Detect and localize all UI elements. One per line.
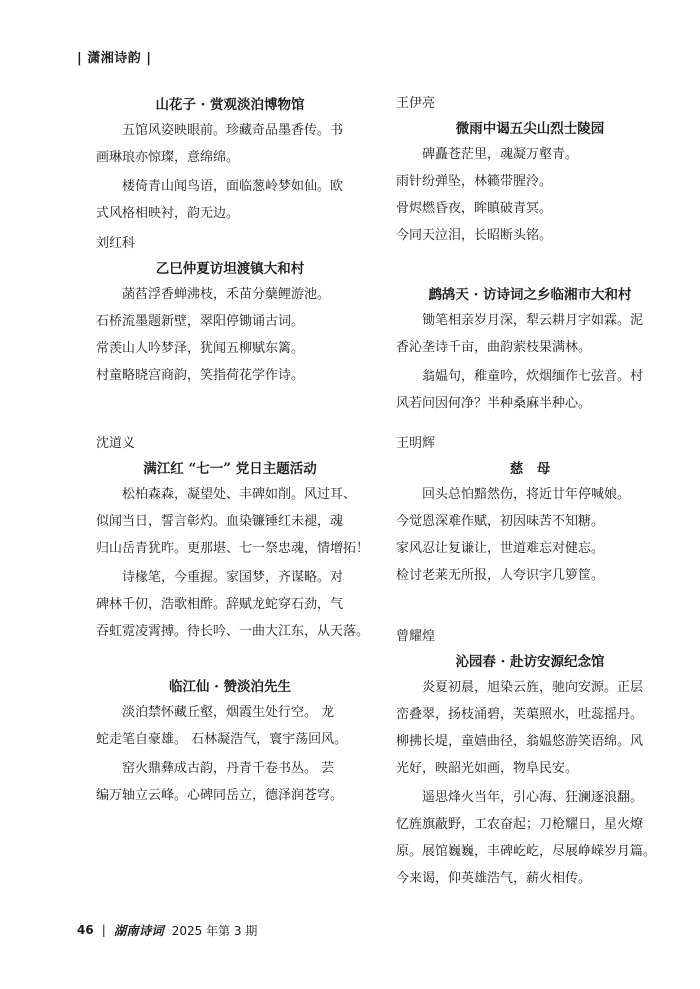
poem-line: 柳拂长堤，童嬉曲径，翁媪悠游笑语绵。风 (396, 734, 644, 749)
poem-title: 鹧鸪天 · 访诗词之乡临湘市大和村 (428, 287, 632, 303)
poem-stanza (396, 363, 664, 417)
poem-line: 翁媪句，稚童吟，炊烟缅作七弦音。村 (422, 369, 644, 384)
footer-separator: | (101, 923, 106, 937)
poem-line: 光好，映韶光如画，物阜民安。 (396, 761, 579, 776)
poem-block (396, 433, 664, 589)
poem-stanza (396, 141, 664, 249)
poem-stanza (96, 564, 370, 645)
poem-block (396, 626, 664, 892)
poem-line: 画琳琅亦惊璨，意绵绵。 (96, 150, 240, 165)
poem-title: 临江仙 · 赞淡泊先生 (168, 679, 292, 695)
poem-line: 常羡山人吟梦泽，犹闻五柳赋东篱。 (96, 341, 305, 356)
poem-line: 五馆风姿映眼前。珍藏奇品墨香传。书 (122, 123, 344, 138)
poem-line: 回头总怕黯然伤，将近廿年停喊娘。 (422, 487, 631, 502)
poem-line: 香沁垄诗千亩，曲韵萦枝果满林。 (396, 340, 592, 355)
poem-line: 碑林千仞，浩歌相酢。辞赋龙蛇穿石劲，气 (96, 597, 344, 612)
magazine-name: 湖南诗词 (113, 923, 164, 938)
poem-stanza (96, 173, 364, 227)
poem-line: 石桥流墨题新壁，翠阳停锄诵古词。 (96, 314, 305, 329)
poem-line: 吞虹霓凌霄搏。待长吟、一曲大江东，从天落。 (96, 624, 370, 639)
poem-title: 满江红 “七一” 党日主题活动 (143, 461, 317, 477)
poem-title: 微雨中谒五尖山烈士陵园 (455, 121, 605, 137)
poem-line: 炎夏初晨，旭染云旌，驰向安源。正层 (422, 680, 644, 695)
poem-line: 锄笔相亲岁月深，犁云耕月字如霖。泥 (422, 313, 644, 328)
poem-line: 诗椽笔，今重握。家国梦，齐谋略。对 (122, 570, 344, 585)
poem-block (396, 283, 664, 417)
poem-line: 今来谒，仰英雄浩气，薪火相传。 (396, 871, 592, 886)
poem-title: 沁园春 · 赴访安源纪念馆 (455, 654, 605, 670)
poem-line: 忆旌旗蔽野，工农奋起；刀枪耀日，星火燎 (396, 817, 644, 832)
poem-block (96, 233, 364, 389)
poem-line: 雨针纷弹坠，林籁带腥泠。 (396, 174, 553, 189)
page-number: 46 (77, 923, 94, 937)
poem-stanza (396, 674, 664, 782)
poem-author: 王明辉 (396, 436, 436, 451)
poem-block (396, 93, 664, 249)
poem-line: 归山岳青犹昨。更那堪、七一祭忠魂，情增拓！ (96, 541, 370, 556)
issue-label: 2025 年第 3 期 (171, 923, 258, 938)
poem-author: 曾耀煌 (396, 629, 436, 644)
page-footer (77, 921, 257, 939)
poem-line: 今同天泣泪，长昭断头铭。 (396, 228, 553, 243)
poem-stanza (96, 699, 364, 753)
poem-block (96, 93, 364, 227)
poem-stanza (396, 784, 664, 892)
poem-stanza (396, 307, 664, 361)
poem-line: 风若问因何净？半种桑麻半种心。 (396, 396, 592, 411)
section-header: | 潇湘诗韵 | (77, 51, 152, 66)
poem-line: 楼倚青山闻鸟语，面临葱岭梦如仙。欧 (122, 179, 344, 194)
poem-line: 淡泊禁怀藏丘壑，烟霞生处行空。 龙 (122, 705, 335, 720)
poem-block (96, 433, 370, 645)
poem-stanza (396, 481, 664, 589)
poem-line: 今觉恩深难作赋，初因味苦不知糖。 (396, 514, 605, 529)
poem-line: 似闻当日，誓言彰灼。血染镰锤红未褪，魂 (96, 514, 344, 529)
poem-block (96, 675, 364, 809)
poem-line: 式风格相映衬，韵无边。 (96, 206, 240, 221)
poem-stanza (96, 117, 364, 171)
poem-line: 碑矗苍茫里，魂凝万壑青。 (422, 147, 579, 162)
poem-title: 乙巳仲夏访坦渡镇大和村 (155, 261, 305, 277)
poem-line: 村童略晓宫商韵，笑指荷花学作诗。 (96, 368, 305, 383)
poem-stanza (96, 281, 364, 389)
poem-author: 沈道义 (96, 436, 136, 451)
poem-title: 山花子 · 赏观淡泊博物馆 (155, 97, 305, 113)
poem-line: 遥思烽火当年，引心海、狂澜逐浪翻。 (422, 790, 644, 805)
poem-line: 检讨老莱无所报，人夸识字几箩筐。 (396, 568, 605, 583)
poem-line: 原。展馆巍巍，丰碑屹屹，尽展峥嵘岁月篇。 (396, 844, 657, 859)
poem-line: 骨烬燃昏夜，眸瞋破青冥。 (396, 201, 553, 216)
poem-line: 蛇走笔自豪雄。 石林凝浩气，寰宇荡回风。 (96, 732, 348, 747)
poem-line: 窑火鼎彝成古韵，丹青千卷书丛。 芸 (122, 761, 335, 776)
poem-line: 松柏森森，凝望处、丰碑如削。风过耳、 (122, 487, 357, 502)
poem-author: 王伊亮 (396, 96, 436, 111)
poem-stanza (96, 755, 364, 809)
poem-line: 编万轴立云峰。心碑同岳立，德泽润苍穹。 (96, 788, 344, 803)
poem-line: 峦叠翠，扬枝涌碧，芙蕖照水，吐蕊摇丹。 (396, 707, 644, 722)
poem-stanza (96, 481, 370, 562)
poem-line: 菡萏浮香蝉沸枝，禾苗分蘖鲤游池。 (122, 287, 331, 302)
poem-title: 慈 母 (509, 461, 551, 477)
poem-line: 家风忍让复谦让，世道难忘对健忘。 (396, 541, 605, 556)
poem-author: 刘红科 (96, 236, 136, 251)
